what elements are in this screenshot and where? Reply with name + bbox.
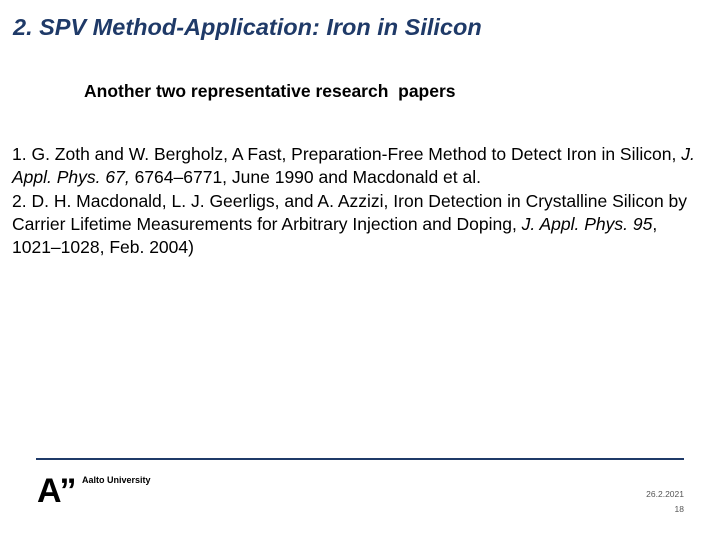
aalto-logo [37, 474, 197, 508]
footer-date: 26.2.2021 [646, 489, 684, 499]
slide-subtitle: Another two representative research papers [84, 81, 456, 101]
reference-list [12, 143, 708, 259]
reference-1-journal: J. Appl. Phys. 67, [12, 144, 695, 188]
reference-2-details: , 1021–1028, Feb. 2004) [12, 213, 658, 258]
reference-2-text: 2. D. H. Macdonald, L. J. Geerligs, and A. Azzizi, Iron Detection in Crystalline Silicon by Carrier Lifetime Measurements for Arbitrary Injection and Doping, [12, 190, 688, 234]
reference-item-2 [12, 190, 708, 260]
slide-title: 2. SPV Method-Application: Iron in Silicon [13, 14, 482, 40]
aalto-logo-text: Aalto University [82, 475, 151, 485]
reference-2-journal: J. Appl. Phys. 95 [521, 213, 653, 234]
footer-divider [36, 458, 684, 460]
reference-1-text: 1. G. Zoth and W. Bergholz, A Fast, Preparation-Free Method to Detect Iron in Silicon, [12, 144, 682, 164]
reference-1-details: 6764–6771, June 1990 and Macdonald et al. [129, 167, 481, 188]
aalto-logo-mark: A” [37, 472, 75, 510]
reference-item-1 [12, 143, 708, 190]
page-number: 18 [674, 504, 684, 514]
